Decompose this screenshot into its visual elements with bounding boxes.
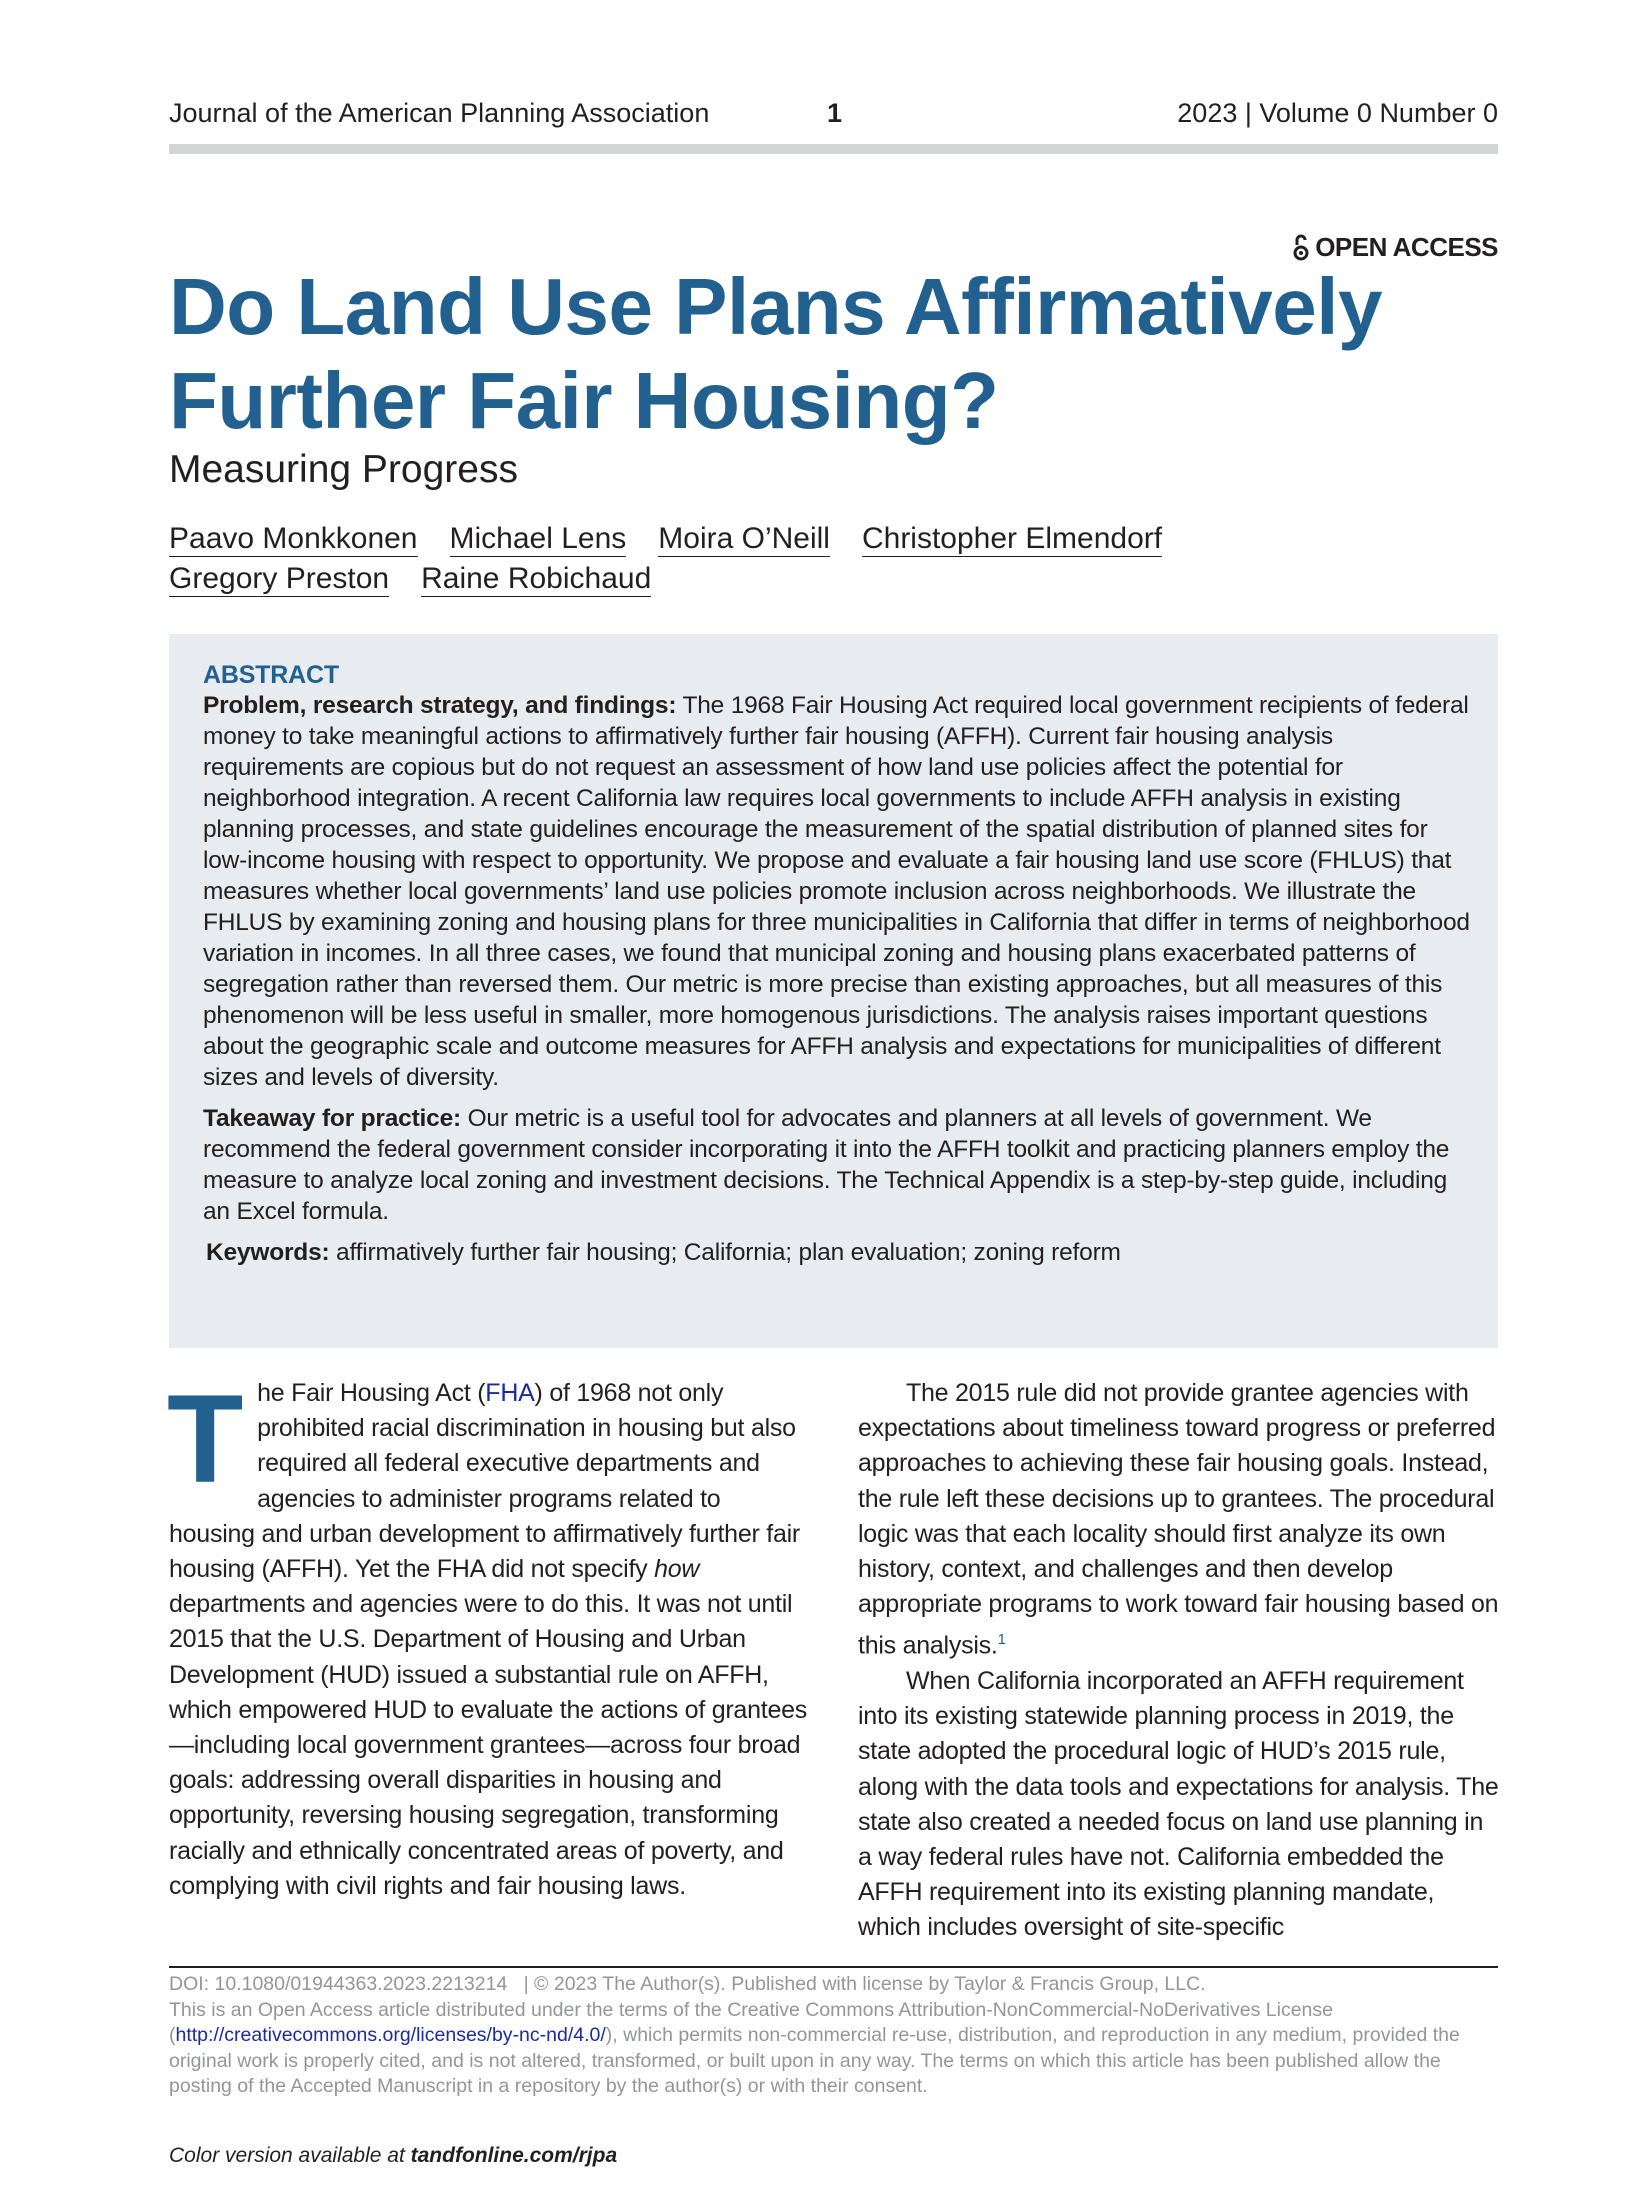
open-access-label: OPEN ACCESS [1315,232,1498,262]
body-column-right [858,1376,1500,1946]
text: The 2015 rule did not provide grantee agencies with expectations about timeliness toward progress or preferred approaches to achieving these fair housing goals. Instead, the rule left these decisions up to grantees. The procedural logic was that each locality should first analyze its own history, context, and challenges and then develop appropriate programs to work toward fair housing based on this analysis. [858,1379,1499,1660]
paragraph [858,1376,1500,1664]
keywords-text: affirmatively further fair housing; California; plan evaluation; zoning reform [329,1239,1121,1266]
open-lock-icon [1293,234,1309,262]
license-footer [169,1972,1504,2100]
intro-paragraph [167,1370,809,1904]
abstract-box [169,634,1498,1348]
author-link[interactable]: Moira O’Neill [658,522,830,555]
text: ) of 1968 not only prohibited racial discrimination in housing but also required all federal executive departments and agencies to administer programs related to housing and urban development to affirmatively further fair housing (AFFH). Yet the FHA did not specify [169,1379,800,1584]
keywords [203,1237,1470,1268]
abstract-findings [203,690,1470,1093]
open-access-badge [1293,232,1498,263]
article-subtitle: Measuring Progress [169,448,518,491]
author-link[interactable]: Paavo Monkkonen [169,522,418,555]
text: ), which permits non-commercial re-use, distribution, and reproduction in any medium, provided the original work is properly cited, and is not altered, transformed, or built upon in any way. The terms on which this article has been published allow the posting of the Accepted Manuscript in a repository by the author(s) or with their consent. [169,2024,1460,2098]
journal-name: Journal of the American Planning Association [169,98,710,128]
journal-url[interactable]: tandfonline.com/rjpa [410,2144,618,2167]
author-link[interactable]: Gregory Preston [169,562,390,595]
volume-info: 2023 | Volume 0 Number 0 [1177,98,1498,128]
abstract-heading: ABSTRACT [203,661,339,689]
running-header [169,98,1498,134]
footer-divider [169,1966,1498,1968]
abstract-takeaway [203,1103,1470,1227]
text: departments and agencies were to do this. It was not until 2015 that the U.S. Department of Housing and Urban Development (HUD) issued a substantial rule on AFFH, which empowered HUD to evaluate the actions of grantees—including local government grantees—across four broad goals: addressing overall disparities in housing and opportunity, reversing housing segregation, transforming racially and ethnically concentrated areas of poverty, and complying with civil rights and fair housing laws. [169,1590,807,1900]
text: he Fair Housing Act ( [257,1379,486,1407]
copyright: | © 2023 The Author(s). Published with license by Taylor & Francis Group, LLC. [523,1973,1206,1995]
body-column-left [167,1370,809,1904]
takeaway-label: Takeaway for practice: [203,1105,461,1132]
doi: DOI: 10.1080/01944363.2023.2213214 [169,1973,508,1995]
fha-link[interactable]: FHA [485,1379,535,1407]
license-text [169,1998,1504,2100]
author-list [169,519,1369,599]
findings-text: The 1968 Fair Housing Act required local government recipients of federal money to take meaningful actions to affirmatively further fair housing (AFFH). Current fair housing analysis requirements are copious but do not request an assessment of how land use policies affect the potential for neighborhood integration. A recent California law requires local governments to include AFFH analysis in existing planning processes, and state guidelines encourage the measurement of the spatial distribution of planned sites for low-income housing with respect to opportunity. We propose and evaluate a fair housing land use score (FHLUS) that measures whether local governments’ land use policies promote inclusion across neighborhoods. We illustrate the FHLUS by examining zoning and housing plans for three municipalities in California that differ in terms of neighborhood variation in incomes. In all three cases, we found that municipal zoning and housing plans exacerbated patterns of segregation rather than reversed them. Our metric is more precise than existing approaches, but all measures of this phenomenon will be less useful in smaller, more homogenous jurisdictions. The analysis raises important questions about the geographic scale and outcome measures for AFFH analysis and expectations for municipalities of different sizes and levels of diversity. [203,692,1470,1091]
findings-label: Problem, research strategy, and findings: [203,692,677,719]
header-divider [169,144,1498,154]
footnote-ref[interactable]: 1 [997,1631,1006,1649]
takeaway-text: Our metric is a useful tool for advocates and planners at all levels of government. We recommend the federal government consider incorporating it into the AFFH toolkit and practicing planners employ the measure to analyze local zoning and investment decisions. The Technical Appendix is a step-by-step guide, including an Excel formula. [203,1105,1450,1225]
license-link[interactable]: http://creativecommons.org/licenses/by-nc-nd/4.0/ [175,2024,606,2047]
keywords-label: Keywords: [206,1239,330,1266]
color-version-note [169,2144,617,2168]
doi-line [169,1972,1504,1998]
author-link[interactable]: Raine Robichaud [421,562,652,595]
text: This is an Open Access article distributed under the terms of the Creative Commons Attribution-NonCommercial-NoDerivatives License ( [169,1998,1333,2047]
drop-cap: T [167,1370,244,1509]
page-number: 1 [827,98,843,128]
text: Color version available at [169,2144,411,2167]
author-link[interactable]: Michael Lens [449,522,627,555]
author-link[interactable]: Christopher Elmendorf [861,522,1163,555]
article-title: Do Land Use Plans Affirmatively Further Fair Housing? [169,262,1382,445]
paragraph: When California incorporated an AFFH requirement into its existing statewide planning process in 2019, the state adopted the procedural logic of HUD’s 2015 rule, along with the data tools and expectations for analysis. The state also created a needed focus on land use planning in a way federal rules have not. California embedded the AFFH requirement into its existing planning mandate, which includes oversight of site-specific [858,1666,1499,1942]
emphasis: how [654,1555,700,1584]
